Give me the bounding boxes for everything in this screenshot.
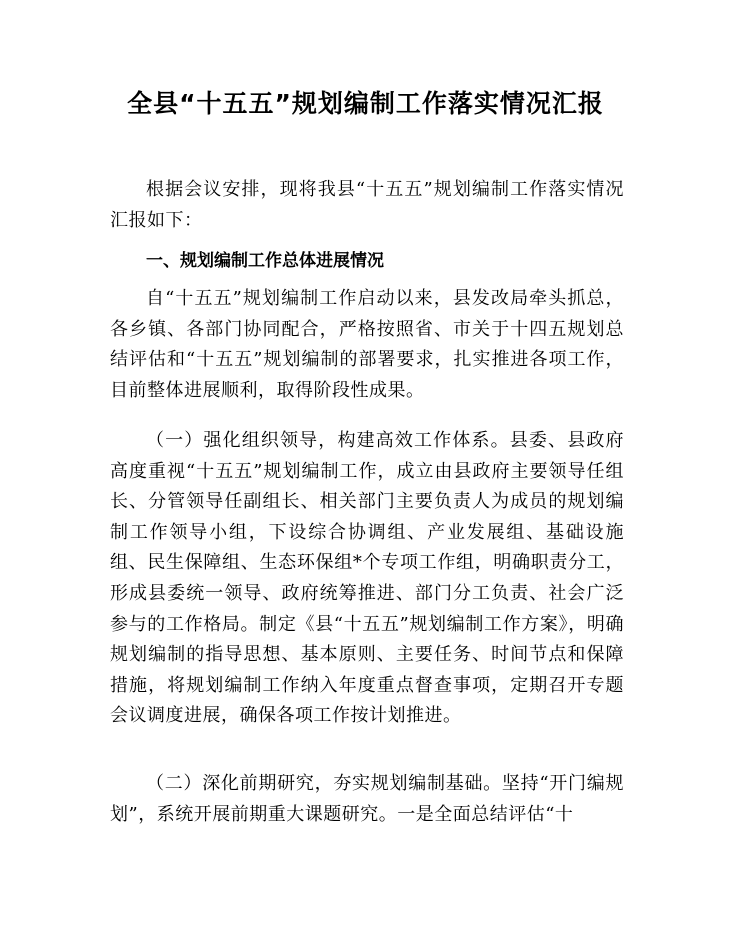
paragraph-overall-progress: 自“十五五”规划编制工作启动以来，县发改局牵头抓总，各乡镇、各部门协同配合，严格按照省、市关于十四五规划总结评估和“十五五”规划编制的部署要求，扎实推进各项工作，目前整体进展顺利，取得阶段性成果。 xyxy=(110,288,624,401)
paragraph-organization-leadership: （一）强化组织领导，构建高效工作体系。县委、县政府高度重视“十五五”规划编制工作，成立由县政府主要领导任组长、分管领导任副组长、相关部门主要负责人为成员的规划编制工作领导小组，下设综合协调组、产业发展组、基础设施组、民生保障组、生态环保组*个专项工作组，明确职责分工，形成县委统一领导、政府统筹推进、部门分工负责、社会广泛参与的工作格局。制定《县“十五五”规划编制工作方案》，明确规划编制的指导思想、基本原则、主要任务、时间节点和保障措施，将规划编制工作纳入年度重点督查事项，定期召开专题会议调度进展，确保各项工作按计划推进。 xyxy=(110,430,624,727)
section-one-heading: 一、规划编制工作总体进展情况 xyxy=(146,251,384,271)
document-title: 全县“十五五”规划编制工作落实情况汇报 xyxy=(127,89,604,118)
paragraph-preliminary-research: （二）深化前期研究，夯实规划编制基础。坚持“开门编规划”，系统开展前期重大课题研究。一是全面总结评估“十 xyxy=(110,773,624,825)
intro-paragraph: 根据会议安排，现将我县“十五五”规划编制工作落实情况汇报如下： xyxy=(110,179,624,231)
